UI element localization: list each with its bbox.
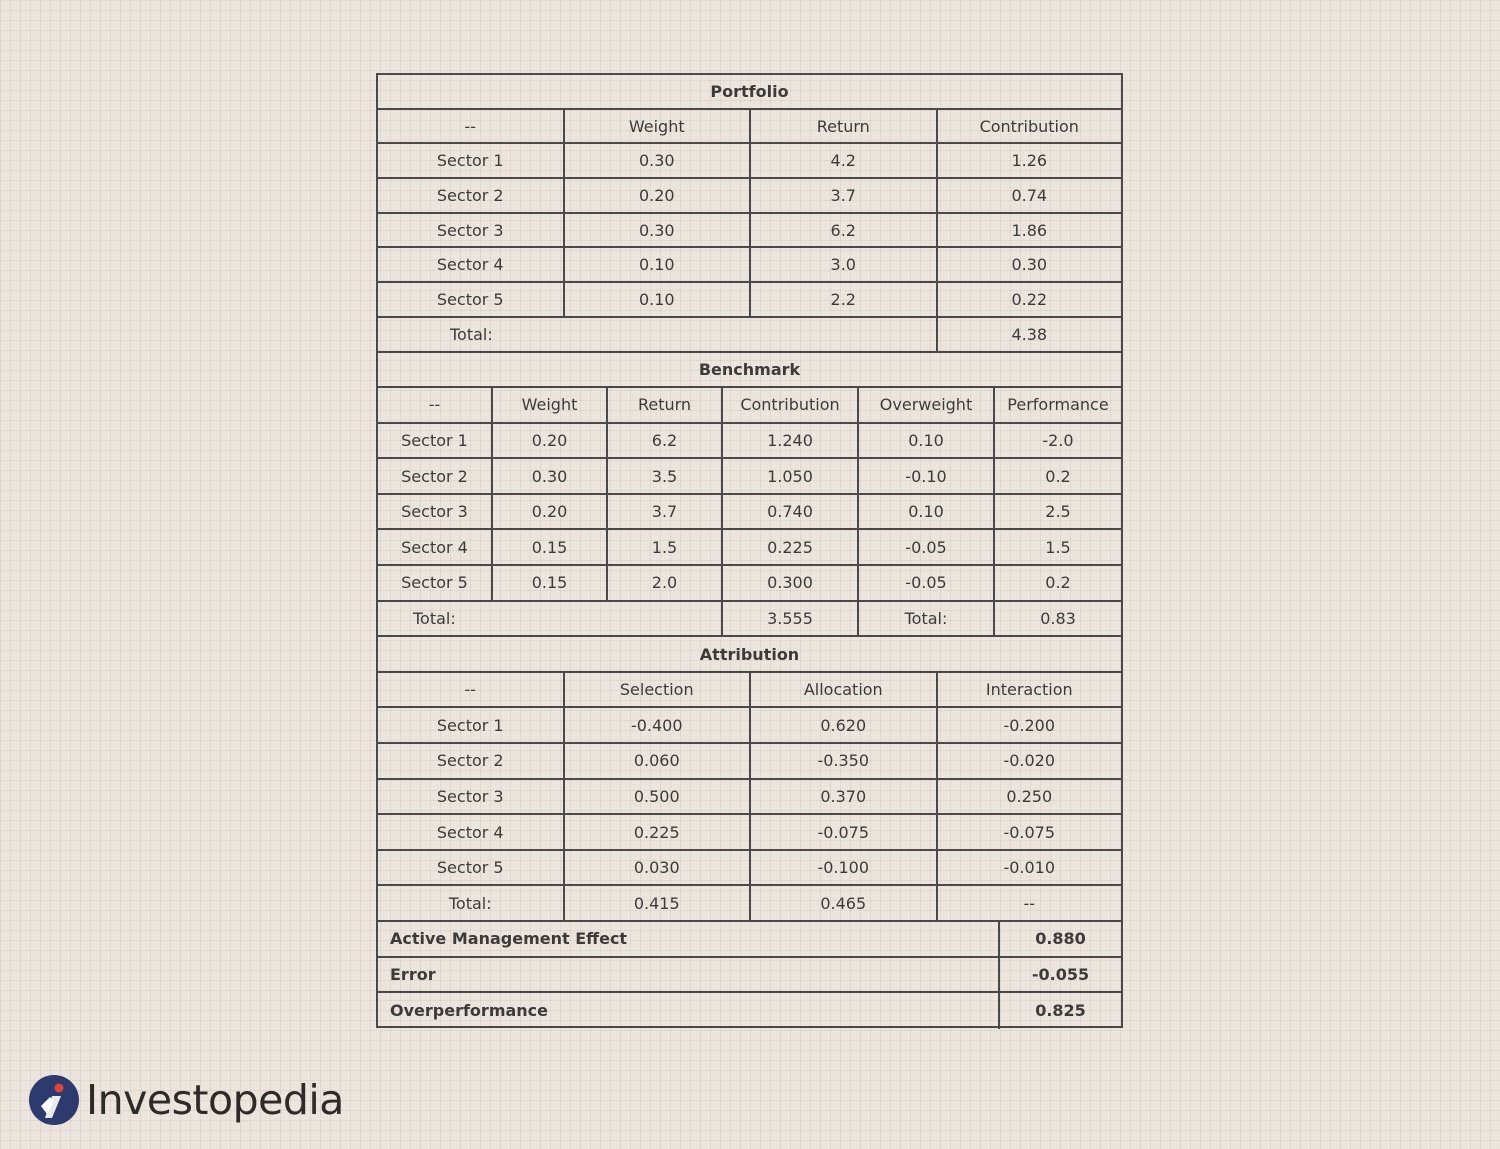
table-cell: 0.20	[493, 495, 608, 529]
table-cell: Sector 2	[378, 744, 565, 778]
table-cell: 0.740	[723, 495, 859, 529]
table-row	[378, 566, 1121, 602]
table-cell: 0.225	[723, 530, 859, 564]
table-cell: 3.7	[608, 495, 723, 529]
table-cell: Sector 5	[378, 851, 565, 885]
table-cell: 0.060	[565, 744, 752, 778]
portfolio-title-row	[378, 75, 1121, 110]
table-cell: 0.20	[493, 424, 608, 458]
table-cell: 0.370	[751, 780, 938, 814]
attribution-total-row	[378, 886, 1121, 922]
table-cell: 0.30	[565, 214, 752, 247]
summary-label: Overperformance	[378, 993, 1000, 1029]
attribution-title: Attribution	[699, 644, 800, 664]
table-cell: 0.30	[1011, 255, 1048, 275]
column-header: Allocation	[751, 673, 938, 707]
table-cell: -0.075	[1003, 822, 1056, 842]
total-selection: 0.415	[565, 886, 752, 920]
table-cell: 1.050	[723, 459, 859, 493]
investopedia-logo-icon	[28, 1074, 80, 1126]
table-cell: -0.100	[751, 851, 938, 885]
total-interaction: --	[1023, 893, 1036, 913]
table-cell: 1.5	[608, 530, 723, 564]
table-cell: Sector 3	[378, 214, 565, 247]
column-header: Return	[608, 388, 723, 422]
table-row	[378, 283, 1121, 318]
table-cell: 6.2	[608, 424, 723, 458]
summary-value: 0.825	[1035, 1001, 1086, 1021]
table-cell: 0.300	[723, 566, 859, 600]
table-row	[378, 248, 1121, 283]
table-cell: Sector 4	[378, 530, 493, 564]
table-row	[378, 144, 1121, 179]
table-cell: -0.05	[859, 530, 995, 564]
benchmark-title: Benchmark	[698, 359, 801, 379]
total-allocation: 0.465	[751, 886, 938, 920]
brand-name: Investopedia	[86, 1076, 344, 1124]
table-cell: Sector 5	[378, 283, 565, 316]
column-header: --	[378, 388, 493, 422]
table-cell: 0.620	[751, 708, 938, 742]
summary-label: Active Management Effect	[378, 922, 1000, 956]
table-cell: -0.400	[565, 708, 752, 742]
total-label: Total:	[378, 602, 723, 636]
summary-value: 0.880	[1035, 929, 1086, 949]
table-cell: 0.250	[1006, 786, 1053, 806]
table-cell: 1.5	[1045, 537, 1071, 557]
benchmark-title-row	[378, 353, 1121, 389]
column-header: --	[378, 110, 565, 143]
portfolio-header-row	[378, 110, 1121, 145]
table-cell: 4.2	[751, 144, 938, 177]
table-cell: 0.10	[565, 283, 752, 316]
table-cell: Sector 1	[378, 144, 565, 177]
column-header: Return	[751, 110, 938, 143]
table-row	[378, 851, 1121, 887]
total-value: 4.38	[1011, 324, 1048, 344]
table-cell: 0.15	[493, 530, 608, 564]
table-cell: 0.30	[565, 144, 752, 177]
table-row	[378, 708, 1121, 744]
table-cell: -0.10	[859, 459, 995, 493]
table-cell: Sector 1	[378, 708, 565, 742]
column-header: Weight	[565, 110, 752, 143]
table-cell: 1.26	[1011, 151, 1048, 171]
table-row	[378, 780, 1121, 816]
table-cell: -0.200	[1003, 715, 1056, 735]
table-cell: 0.2	[1045, 466, 1071, 486]
summary-value: -0.055	[1031, 964, 1090, 984]
table-cell: 0.225	[565, 815, 752, 849]
table-row	[378, 179, 1121, 214]
table-cell: Sector 4	[378, 815, 565, 849]
table-cell: -0.020	[1003, 751, 1056, 771]
table-row	[378, 495, 1121, 531]
table-row	[378, 424, 1121, 460]
summary-label: Error	[378, 958, 1000, 992]
portfolio-total-row	[378, 318, 1121, 353]
table-cell: 0.030	[565, 851, 752, 885]
table-cell: 2.5	[1045, 502, 1071, 522]
attribution-table	[376, 73, 1123, 1028]
table-cell: -0.350	[751, 744, 938, 778]
attribution-header-row	[378, 673, 1121, 709]
table-cell: 0.74	[1011, 185, 1048, 205]
table-cell: Sector 4	[378, 248, 565, 281]
table-cell: 0.20	[565, 179, 752, 212]
table-row	[378, 530, 1121, 566]
investopedia-logo	[28, 1072, 344, 1128]
table-cell: 3.7	[751, 179, 938, 212]
column-header: Selection	[565, 673, 752, 707]
portfolio-title: Portfolio	[710, 81, 789, 101]
table-cell: 0.10	[859, 495, 995, 529]
table-cell: 3.5	[608, 459, 723, 493]
table-row	[378, 459, 1121, 495]
table-cell: Sector 3	[378, 495, 493, 529]
total-label: Total:	[378, 318, 938, 351]
column-header: Interaction	[985, 680, 1073, 700]
table-cell: 0.15	[493, 566, 608, 600]
table-cell: 0.10	[565, 248, 752, 281]
column-header: --	[378, 673, 565, 707]
table-row	[378, 214, 1121, 249]
column-header: Performance	[1007, 395, 1109, 415]
benchmark-total-row	[378, 602, 1121, 638]
table-cell: 0.10	[859, 424, 995, 458]
table-cell: Sector 3	[378, 780, 565, 814]
table-row	[378, 744, 1121, 780]
table-cell: 0.2	[1045, 573, 1071, 593]
benchmark-header-row	[378, 388, 1121, 424]
table-cell: 3.0	[751, 248, 938, 281]
table-cell: -0.075	[751, 815, 938, 849]
table-cell: Sector 2	[378, 459, 493, 493]
total-label: Total:	[378, 886, 565, 920]
total-performance: 0.83	[1040, 608, 1076, 628]
table-cell: Sector 2	[378, 179, 565, 212]
total-contribution: 3.555	[723, 602, 859, 636]
summary-row-error	[378, 958, 1121, 994]
table-cell: Sector 1	[378, 424, 493, 458]
table-cell: 1.86	[1011, 220, 1048, 240]
table-cell: 0.500	[565, 780, 752, 814]
attribution-title-row	[378, 637, 1121, 673]
table-cell: -0.010	[1003, 858, 1056, 878]
table-cell: 6.2	[751, 214, 938, 247]
table-cell: 2.2	[751, 283, 938, 316]
summary-row-overperformance	[378, 993, 1121, 1029]
table-cell: -0.05	[859, 566, 995, 600]
summary-row-active-management	[378, 922, 1121, 958]
table-cell: 2.0	[608, 566, 723, 600]
table-cell: -2.0	[1042, 430, 1074, 450]
table-cell: 0.30	[493, 459, 608, 493]
table-cell: 0.22	[1011, 289, 1048, 309]
column-header: Contribution	[723, 388, 859, 422]
total-label: Total:	[859, 602, 995, 636]
column-header: Overweight	[859, 388, 995, 422]
column-header: Weight	[493, 388, 608, 422]
column-header: Contribution	[979, 116, 1079, 136]
table-row	[378, 815, 1121, 851]
table-cell: Sector 5	[378, 566, 493, 600]
table-cell: 1.240	[723, 424, 859, 458]
